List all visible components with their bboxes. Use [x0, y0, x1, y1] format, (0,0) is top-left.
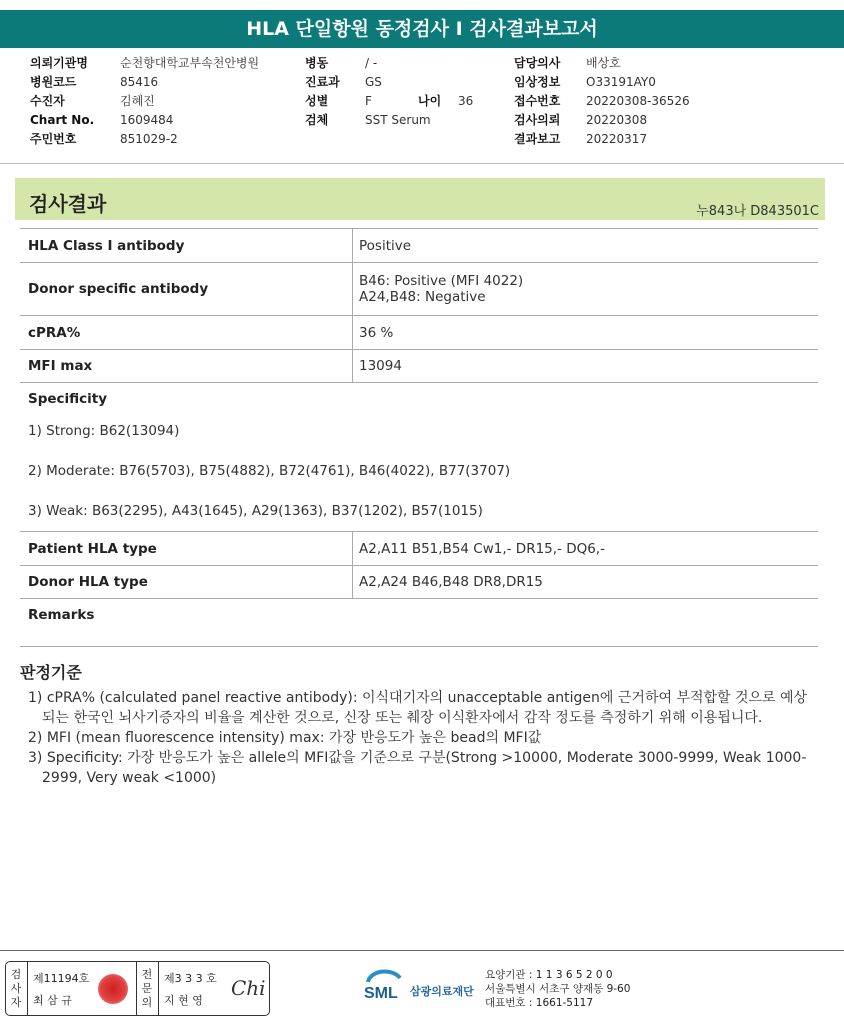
- info-value: 1609484: [120, 113, 174, 127]
- row-value: 36 %: [359, 324, 394, 341]
- specialist-label: 전문의: [141, 968, 153, 1009]
- info-label: 진료과: [305, 75, 340, 89]
- result-row-mfi: [20, 350, 818, 383]
- specificity-label: Specificity: [28, 391, 108, 407]
- divider: [136, 962, 137, 1015]
- lab-info-line: 대표번호 : 1661-5117: [485, 997, 594, 1009]
- lab-info-line: 서울특별시 서초구 양재동 9-60: [485, 983, 631, 995]
- info-row: [30, 54, 259, 73]
- info-row: [305, 92, 473, 111]
- row-label: Patient HLA type: [20, 532, 353, 565]
- info-row: [305, 111, 473, 130]
- dsa-line-2: A24,B48: Negative: [359, 289, 486, 305]
- info-value: F: [365, 94, 372, 108]
- org-name: 삼광의료재단: [410, 985, 474, 998]
- result-row-dsa: [20, 263, 818, 316]
- row-label: Donor HLA type: [20, 566, 353, 598]
- info-row: [305, 73, 473, 92]
- info-value: / -: [365, 56, 378, 70]
- info-value: 순천향대학교부속천안병원: [120, 56, 260, 70]
- row-value: Positive: [359, 237, 412, 254]
- info-row: [30, 92, 259, 111]
- info-row: [30, 73, 259, 92]
- specificity-strong: 1) Strong: B62(13094): [28, 423, 180, 439]
- criteria-title: 판정기준: [20, 663, 82, 682]
- info-value: 20220308: [586, 113, 648, 127]
- inspector-number: 제11194호: [33, 972, 90, 985]
- patient-info: [30, 54, 820, 158]
- inspector-label: 검사자: [10, 968, 22, 1009]
- criteria-list: [28, 688, 812, 788]
- criteria-item: 3) Specificity: 가장 반응도가 높은 allele의 MFI값을 기준으로 구분(Strong >10000, Moderate 3000-9999, Weak 1000-2999, Very weak <1000): [28, 750, 807, 786]
- specificity-moderate: 2) Moderate: B76(5703), B75(4882), B72(4761), B46(4022), B77(3707): [28, 463, 511, 479]
- remarks-label: Remarks: [28, 607, 95, 623]
- info-label: 결과보고: [514, 132, 561, 146]
- info-divider: [0, 163, 844, 164]
- info-row: [514, 130, 690, 149]
- info-row: [30, 130, 259, 149]
- row-value: A2,A24 B46,B48 DR8,DR15: [359, 574, 543, 590]
- specificity-block: [20, 383, 818, 532]
- info-row: [514, 111, 690, 130]
- divider: [27, 962, 28, 1015]
- criteria-item: 2) MFI (mean fluorescence intensity) max: 가장 반응도가 높은 bead의 MFI값: [28, 730, 542, 746]
- info-row: [514, 73, 690, 92]
- info-label: 임상정보: [514, 75, 561, 89]
- info-label: 접수번호: [514, 94, 561, 108]
- result-row-cpra: [20, 316, 818, 350]
- seal-stamp-icon: [98, 974, 128, 1004]
- info-value: O33191AY0: [586, 75, 656, 89]
- info-label: 주민번호: [30, 132, 77, 146]
- section-code: 누843나 D843501C: [696, 204, 819, 219]
- signature-box: [5, 961, 270, 1016]
- inspector-name: 최 삼 규: [33, 994, 72, 1007]
- info-value: 20220317: [586, 132, 648, 146]
- info-label: 의뢰기관명: [30, 56, 88, 70]
- row-value: A2,A11 B51,B54 Cw1,- DR15,- DQ6,-: [359, 540, 605, 557]
- result-row-class1: [20, 228, 818, 263]
- row-value: 13094: [359, 358, 402, 374]
- row-label: MFI max: [20, 350, 353, 382]
- section-header: [15, 178, 825, 220]
- criteria-item: 1) cPRA% (calculated panel reactive antibody): 이식대기자의 unacceptable antigen에 근거하여 부적합할 것으로 예상되는 한국인 뇌사기증자의 비율을 계산한 것으로, 신장 또는 췌장 이식환자에서 감작 정도를 측정하기 위해 이용됩니다.: [28, 690, 808, 726]
- info-row: [514, 92, 690, 111]
- info-col-2: [305, 54, 473, 130]
- info-label: 담당의사: [514, 56, 561, 70]
- results-table: [20, 228, 818, 647]
- info-label: 병원코드: [30, 75, 77, 89]
- signature: Chi: [231, 976, 266, 1000]
- info-label: 성별: [305, 94, 329, 108]
- age-value: 36: [458, 94, 474, 108]
- age-label: 나이: [418, 94, 442, 108]
- section-title: 검사결과: [29, 192, 107, 216]
- info-value: 김혜진: [120, 94, 155, 108]
- info-label: 병동: [305, 56, 329, 70]
- info-label: 검사의뢰: [514, 113, 561, 127]
- lab-info: [485, 968, 630, 1010]
- sml-logo-icon: [362, 968, 407, 1010]
- info-value: 20220308-36526: [586, 94, 690, 108]
- result-row-patient-hla: [20, 532, 818, 566]
- row-value: [353, 263, 818, 315]
- row-label: cPRA%: [20, 316, 353, 349]
- info-label: 수진자: [30, 94, 65, 108]
- result-row-donor-hla: [20, 566, 818, 599]
- info-row: [305, 54, 473, 73]
- report-title: HLA 단일항원 동정검사 I 검사결과보고서: [0, 10, 844, 48]
- info-col-3: [514, 54, 690, 149]
- dsa-line-1: B46: Positive (MFI 4022): [359, 273, 524, 289]
- info-value: GS: [365, 75, 382, 89]
- specialist-number: 제3 3 3 호: [164, 972, 217, 985]
- info-value: SST Serum: [365, 113, 431, 127]
- footer-divider: [0, 950, 844, 951]
- info-row: [514, 54, 690, 73]
- info-label: Chart No.: [30, 113, 95, 127]
- sml-logo-text: SML: [364, 985, 398, 1002]
- result-row-remarks: [20, 599, 818, 647]
- divider: [158, 962, 159, 1015]
- info-row: [30, 111, 259, 130]
- specificity-weak: 3) Weak: B63(2295), A43(1645), A29(1363), B37(1202), B57(1015): [28, 503, 483, 519]
- info-col-1: [30, 54, 259, 149]
- specialist-name: 지 현 영: [164, 994, 203, 1007]
- info-value: 851029-2: [120, 132, 178, 146]
- info-label: 검체: [305, 113, 329, 127]
- row-label: Donor specific antibody: [20, 263, 353, 315]
- lab-info-line: 요양기관 : 1 1 3 6 5 2 0 0: [485, 969, 613, 981]
- info-value: 85416: [120, 75, 159, 89]
- info-value: 배상호: [586, 56, 621, 70]
- row-label: HLA Class Ⅰ antibody: [20, 229, 353, 262]
